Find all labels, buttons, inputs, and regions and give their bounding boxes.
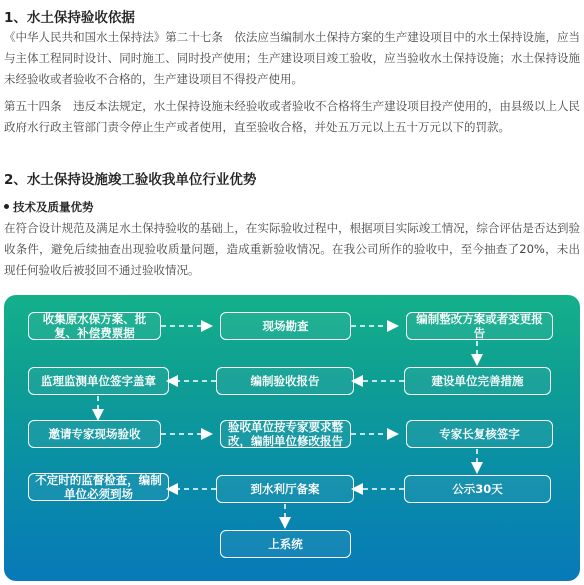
bullet-icon: [4, 204, 9, 209]
step-filing: 到水利厅备案: [216, 475, 354, 503]
step-expert-review: 专家长复核签字: [406, 420, 553, 448]
process-flowchart: [4, 295, 580, 581]
step-rectification-plan: 编制整改方案或者变更报告: [406, 312, 553, 340]
section1-heading: 1、水土保持验收依据: [4, 10, 135, 26]
step-supervision-check: 不定时的监督检查，编制单位必须到场: [28, 473, 169, 501]
step-revise-report: 验收单位按专家要求整改，编制单位修改报告: [220, 420, 351, 448]
section1-paragraph2: 第五十四条 违反本法规定，水土保持设施未经验收或者验收不合格将生产建设项目投产使用的，由县级以上人民政府水行政主管部门责令停止生产或者使用，直至验收合格，并处五万元以上五十万元以下的罚款。: [4, 99, 580, 134]
section2-subheading-text: 技术及质量优势: [13, 200, 94, 214]
step-supervisor-sign: 监理监测单位签字盖章: [28, 367, 169, 395]
step-collect-documents: 收集原水保方案、批复、补偿费票据: [28, 312, 161, 340]
section2-paragraph: 在符合设计规范及满足水土保持验收的基础上，在实际验收过程中，根据项目实际竣工情况，综合评估是否达到验收条件，避免后续抽查出现验收质量问题，造成重新验收情况。在我公司所作的验收中，至今抽查了20%，未出现任何验收后被驳回不通过验收情况。: [4, 221, 580, 277]
section1-paragraph1: 《中华人民共和国水土保持法》第二十七条 依法应当编制水土保持方案的生产建设项目中的水土保持设施，应当与主体工程同时设计、同时施工、同时投产使用；生产建设项目竣工验收，应当验收水土保持设施；水土保持设施未经验收或者验收不合格的，生产建设项目不得投产使用。: [4, 30, 580, 86]
section2-heading: 2、水土保持设施竣工验收我单位行业优势: [4, 172, 257, 188]
section2-subheading: [4, 199, 94, 215]
step-expert-acceptance: 邀请专家现场验收: [28, 420, 161, 448]
step-write-acceptance-report: 编制验收报告: [216, 367, 354, 395]
step-site-survey: 现场勘查: [220, 312, 351, 340]
step-submit-system: 上系统: [220, 530, 351, 558]
step-publicity: 公示30天: [404, 475, 551, 503]
step-improve-measures: 建设单位完善措施: [404, 367, 551, 395]
